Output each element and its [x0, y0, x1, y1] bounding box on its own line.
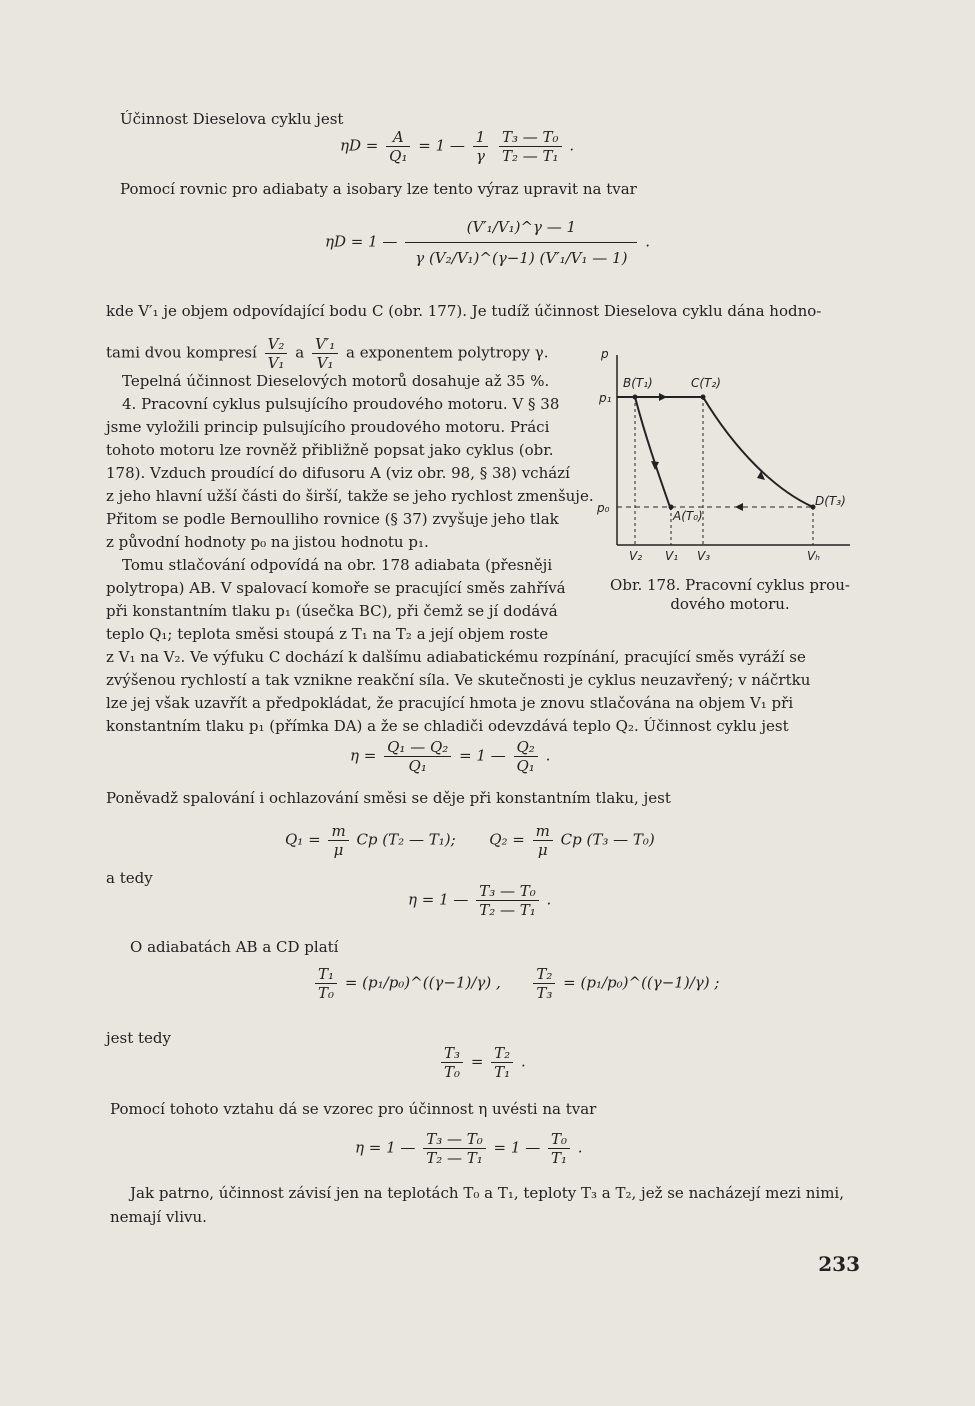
label-v3: V₃	[697, 549, 711, 563]
text-span: a exponentem polytropy γ.	[346, 343, 549, 362]
denominator: T₀	[444, 1063, 461, 1081]
numerator: A	[386, 128, 410, 147]
denominator: Q₁	[389, 147, 408, 165]
denominator: γ (V₂/V₁)^(γ−1) (V′₁/V₁ — 1)	[415, 249, 628, 267]
fraction	[533, 822, 553, 859]
equation-9	[355, 1130, 583, 1167]
eq-term: =	[344, 973, 358, 992]
eq-term: η = 1 —	[355, 1138, 416, 1157]
eq-term: Q₂ =	[489, 830, 525, 849]
text-line: teplo Q₁; teplota směsi stoupá z T₁ na T₂ a její objem roste	[106, 625, 549, 643]
text-line: nemají vlivu.	[110, 1208, 207, 1226]
eq-term: Q₁ =	[285, 830, 321, 849]
text-line: tohoto motoru lze rovněž přibližně popsat jako cyklus (obr.	[106, 441, 554, 459]
denominator: V₁	[316, 354, 334, 372]
fraction	[548, 1130, 570, 1167]
fraction	[405, 212, 637, 273]
text-line: kde V′₁ je objem odpovídající bodu C (obr. 177). Je tudíž účinnost Dieselova cyklu dána hodno-	[106, 302, 822, 320]
text-line: jest tedy	[106, 1029, 172, 1047]
numerator: 1	[473, 128, 489, 147]
text-line: z V₁ na V₂. Ve výfuku C dochází k dalšímu adiabatickému rozpínání, pracující směs vyráží se	[106, 648, 806, 666]
denominator: T₂ — T₁	[479, 901, 536, 919]
text-line: lze jej však uzavřít a předpokládat, že pracující hmota je znovu stlačována na objem V₁ při	[106, 694, 794, 712]
text-line: z původní hodnoty p₀ na jistou hodnotu p₁.	[106, 533, 429, 551]
eq-term: =	[563, 973, 576, 992]
numerator: V′₁	[312, 335, 338, 354]
text-line: O adiabatách AB a CD platí	[130, 938, 339, 956]
text-line: při konstantním tlaku p₁ (úsečka BC), při čemž se jí dodává	[106, 602, 558, 620]
text-line: Jak patrno, účinnost závisí jen na teplotách T₀ a T₁, teploty T₃ a T₂, jež se nacházejí mezi nimi,	[130, 1184, 845, 1202]
numerator: V₂	[265, 335, 288, 354]
eq-term: .	[645, 232, 651, 251]
eq-term: .	[545, 746, 551, 765]
numerator: T₃	[441, 1044, 463, 1063]
point-C	[701, 395, 706, 400]
denominator: T₂ — T₁	[426, 1149, 483, 1167]
equation-1	[340, 128, 574, 165]
numerator: m	[328, 822, 348, 841]
eq-term: ηD =	[340, 136, 379, 155]
numerator: Q₁ — Q₂	[384, 738, 451, 757]
adiabat-AB	[635, 397, 671, 510]
eq-term: (p₁/p₀)^((γ−1)/γ) ;	[580, 973, 720, 992]
numerator: m	[533, 822, 553, 841]
numerator: T₁	[315, 965, 337, 984]
equation-8	[438, 1044, 526, 1081]
label-p: p	[601, 347, 609, 361]
label-B: B(T₁)	[623, 376, 653, 390]
cycle-diagram	[595, 340, 865, 565]
text-line: polytropa) AB. V spalovací komoře se pracující směs zahřívá	[106, 579, 566, 597]
numerator: Q₂	[514, 738, 538, 757]
numerator: T₃ — T₀	[476, 882, 539, 901]
fraction	[533, 965, 555, 1002]
text-line: jsme vyložili princip pulsujícího proudového motoru. Práci	[106, 418, 550, 436]
fraction	[476, 882, 539, 919]
text-line: Pomocí tohoto vztahu dá se vzorec pro účinnost η uvésti na tvar	[110, 1100, 597, 1118]
eq-term: η =	[350, 746, 377, 765]
text-line: Pomocí rovnic pro adiabaty a isobary lze tento výraz upravit na tvar	[120, 180, 637, 198]
eq-term: = 1 —	[459, 746, 506, 765]
label-p0: p₀	[597, 501, 610, 515]
fraction	[499, 128, 562, 165]
numerator: T₂	[491, 1044, 513, 1063]
eq-term: (p₁/p₀)^((γ−1)/γ) ,	[362, 973, 501, 992]
fraction	[265, 335, 288, 372]
denominator: Q₁	[408, 757, 427, 775]
denominator: T₂ — T₁	[502, 147, 559, 165]
label-C: C(T₂)	[691, 376, 721, 390]
fraction	[473, 128, 489, 165]
text-line: Tomu stlačování odpovídá na obr. 178 adiabata (přesněji	[122, 556, 553, 574]
numerator: (V′₁/V₁)^γ — 1	[405, 212, 637, 243]
fraction	[315, 965, 337, 1002]
numerator: T₃ — T₀	[423, 1130, 486, 1149]
text-line: zvýšenou rychlostí a tak vznikne reakční síla. Ve skutečnosti je cyklus neuzavřený; v náčrtku	[106, 671, 811, 689]
label-v1: V₁	[665, 549, 679, 563]
equation-4	[350, 738, 550, 775]
label-v2: V₂	[629, 549, 643, 563]
denominator: T₁	[494, 1063, 511, 1081]
eq-term: = 1 —	[493, 1138, 541, 1157]
eq-term: Cp (T₂ — T₁);	[356, 830, 456, 849]
fraction	[491, 1044, 513, 1081]
numerator: T₀	[548, 1130, 570, 1149]
denominator: μ	[537, 841, 548, 859]
label-A: A(T₀)	[673, 509, 703, 523]
text-line: konstantním tlaku p₁ (přímka DA) a že se chladiči odevzdává teplo Q₂. Účinnost cyklu jest	[106, 717, 789, 735]
fraction	[312, 335, 338, 372]
equation-5	[285, 822, 655, 859]
text-line: a tedy	[106, 869, 153, 887]
page-number: 233	[818, 1252, 860, 1276]
text-span: tami dvou kompresí	[106, 343, 257, 362]
text-line: Účinnost Dieselova cyklu jest	[120, 110, 344, 128]
denominator: T₀	[318, 984, 335, 1002]
arrow-icon	[735, 503, 743, 511]
point-B	[633, 395, 638, 400]
eq-term: =	[470, 1052, 484, 1071]
fraction	[328, 822, 348, 859]
eq-term: ηD = 1 —	[325, 232, 398, 251]
fraction	[441, 1044, 463, 1081]
arrow-icon	[659, 393, 667, 401]
denominator: μ	[333, 841, 344, 859]
denominator: γ	[475, 147, 485, 165]
text-span: a	[295, 343, 305, 362]
figure-caption	[600, 576, 860, 614]
denominator: V₁	[267, 354, 285, 372]
text-line	[106, 335, 549, 372]
caption-line: dového motoru.	[670, 595, 790, 613]
eq-term: = 1 —	[418, 136, 465, 155]
denominator: T₃	[536, 984, 553, 1002]
eq-term: Cp (T₃ — T₀)	[560, 830, 655, 849]
text-line: z jeho hlavní užší části do širší, takže se jeho rychlost zmenšuje.	[106, 487, 594, 505]
eq-term: .	[520, 1052, 526, 1071]
eq-term: η = 1 —	[408, 890, 469, 909]
fraction	[384, 738, 451, 775]
text-line: 4. Pracovní cyklus pulsujícího proudového motoru. V § 38	[122, 395, 560, 413]
numerator: T₂	[533, 965, 555, 984]
equation-7	[312, 965, 719, 1002]
denominator: T₁	[550, 1149, 568, 1167]
label-p1: p₁	[599, 391, 612, 405]
eq-term: .	[569, 136, 575, 155]
label-D: D(T₃)	[815, 494, 846, 508]
text-line: Přitom se podle Bernoulliho rovnice (§ 37) zvyšuje jeho tlak	[106, 510, 559, 528]
equation-6	[408, 882, 551, 919]
text-line: Poněvadž spalování i ochlazování směsi se děje při konstantním tlaku, jest	[106, 789, 671, 807]
text-line: Tepelná účinnost Dieselových motorů dosahuje až 35 %.	[122, 372, 550, 390]
fraction	[386, 128, 410, 165]
text-line: 178). Vzduch proudící do difusoru A (viz obr. 98, § 38) vchází	[106, 464, 570, 482]
eq-term: .	[546, 890, 552, 909]
denominator: Q₁	[516, 757, 535, 775]
caption-line: Obr. 178. Pracovní cyklus prou-	[610, 576, 850, 594]
label-vh: Vₕ	[807, 549, 820, 563]
adiabat-CD	[703, 397, 813, 507]
fraction	[423, 1130, 486, 1167]
eq-term: .	[577, 1138, 583, 1157]
numerator: T₃ — T₀	[499, 128, 562, 147]
fraction	[514, 738, 538, 775]
equation-2	[325, 212, 650, 273]
